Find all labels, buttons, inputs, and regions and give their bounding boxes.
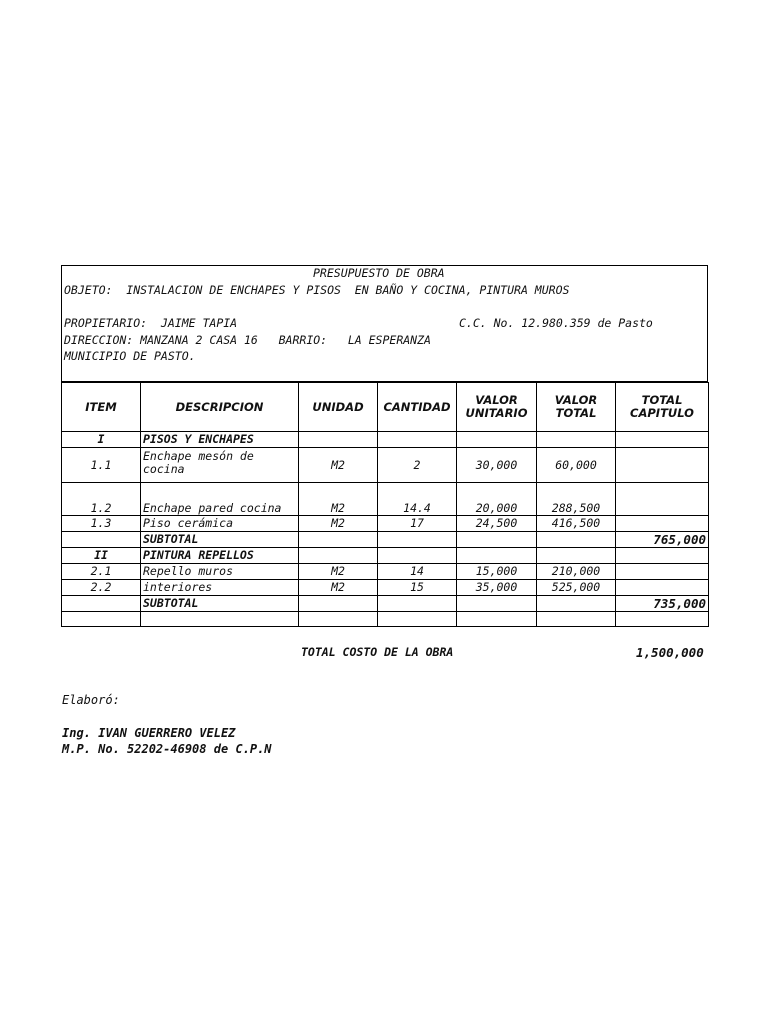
chapter-subtotal-value: 735,000 xyxy=(616,596,709,612)
item-unit: M2 xyxy=(299,448,378,483)
table-row xyxy=(62,564,709,580)
col-header-total-capitulo: TOTAL CAPITULO xyxy=(616,383,709,432)
item-description: interiores xyxy=(141,580,299,596)
subtotal-row xyxy=(62,596,709,612)
item-quantity: 2 xyxy=(378,448,457,483)
professional-registration: M.P. No. 52202-46908 de C.P.N xyxy=(62,742,272,756)
blank-row xyxy=(62,612,709,627)
item-unit: M2 xyxy=(299,564,378,580)
item-total-value: 60,000 xyxy=(537,448,616,483)
item-total-value: 288,500 xyxy=(537,483,616,516)
item-number: 2.2 xyxy=(62,580,141,596)
item-unit: M2 xyxy=(299,580,378,596)
item-number: 2.1 xyxy=(62,564,141,580)
budget-document xyxy=(61,265,708,627)
item-description: Enchape mesón de cocina xyxy=(141,448,299,483)
item-description: Repello muros xyxy=(141,564,299,580)
objeto-line: OBJETO: INSTALACION DE ENCHAPES Y PISOS EN BAÑO Y COCINA, PINTURA MUROS xyxy=(64,283,570,297)
col-header-valor-total: VALOR TOTAL xyxy=(537,383,616,432)
item-total-value: 210,000 xyxy=(537,564,616,580)
item-quantity: 15 xyxy=(378,580,457,596)
propietario-line: PROPIETARIO: JAIME TAPIA xyxy=(64,316,238,330)
item-unit-value: 20,000 xyxy=(457,483,537,516)
item-description: Enchape pared cocina xyxy=(141,483,299,516)
total-label: TOTAL COSTO DE LA OBRA xyxy=(301,645,454,659)
item-number: 1.3 xyxy=(62,516,141,532)
subtotal-label: SUBTOTAL xyxy=(141,596,299,612)
chapter-title: PISOS Y ENCHAPES xyxy=(141,432,299,448)
subtotal-row xyxy=(62,532,709,548)
elaboro-label: Elaboró: xyxy=(62,693,120,707)
total-value: 1,500,000 xyxy=(636,645,704,660)
table-row xyxy=(62,580,709,596)
item-quantity: 14.4 xyxy=(378,483,457,516)
item-unit: M2 xyxy=(299,516,378,532)
chapter-title: PINTURA REPELLOS xyxy=(141,548,299,564)
direccion-line: DIRECCION: MANZANA 2 CASA 16 BARRIO: LA ESPERANZA xyxy=(64,333,431,347)
item-number: 1.2 xyxy=(62,483,141,516)
table-header-row xyxy=(62,383,709,432)
col-header-item: ITEM xyxy=(62,383,141,432)
item-unit-value: 24,500 xyxy=(457,516,537,532)
chapter-row xyxy=(62,548,709,564)
chapter-number: II xyxy=(62,548,141,564)
table-row xyxy=(62,483,709,516)
chapter-row xyxy=(62,432,709,448)
item-unit-value: 35,000 xyxy=(457,580,537,596)
engineer-name: Ing. IVAN GUERRERO VELEZ xyxy=(62,726,236,740)
item-total-value: 416,500 xyxy=(537,516,616,532)
item-unit-value: 30,000 xyxy=(457,448,537,483)
item-unit: M2 xyxy=(299,483,378,516)
cc-line: C.C. No. 12.980.359 de Pasto xyxy=(459,316,653,330)
item-total-value: 525,000 xyxy=(537,580,616,596)
item-unit-value: 15,000 xyxy=(457,564,537,580)
table-row xyxy=(62,516,709,532)
item-number: 1.1 xyxy=(62,448,141,483)
item-description: Piso cerámica xyxy=(141,516,299,532)
col-header-descripcion: DESCRIPCION xyxy=(141,383,299,432)
budget-table xyxy=(61,382,709,627)
chapter-number: I xyxy=(62,432,141,448)
table-row xyxy=(62,448,709,483)
item-quantity: 17 xyxy=(378,516,457,532)
municipio-line: MUNICIPIO DE PASTO. xyxy=(64,349,196,363)
item-quantity: 14 xyxy=(378,564,457,580)
document-title: PRESUPUESTO DE OBRA xyxy=(313,266,445,280)
subtotal-label: SUBTOTAL xyxy=(141,532,299,548)
chapter-subtotal-value: 765,000 xyxy=(616,532,709,548)
col-header-unidad: UNIDAD xyxy=(299,383,378,432)
col-header-cantidad: CANTIDAD xyxy=(378,383,457,432)
col-header-valor-unitario: VALOR UNITARIO xyxy=(457,383,537,432)
budget-header xyxy=(61,265,708,382)
